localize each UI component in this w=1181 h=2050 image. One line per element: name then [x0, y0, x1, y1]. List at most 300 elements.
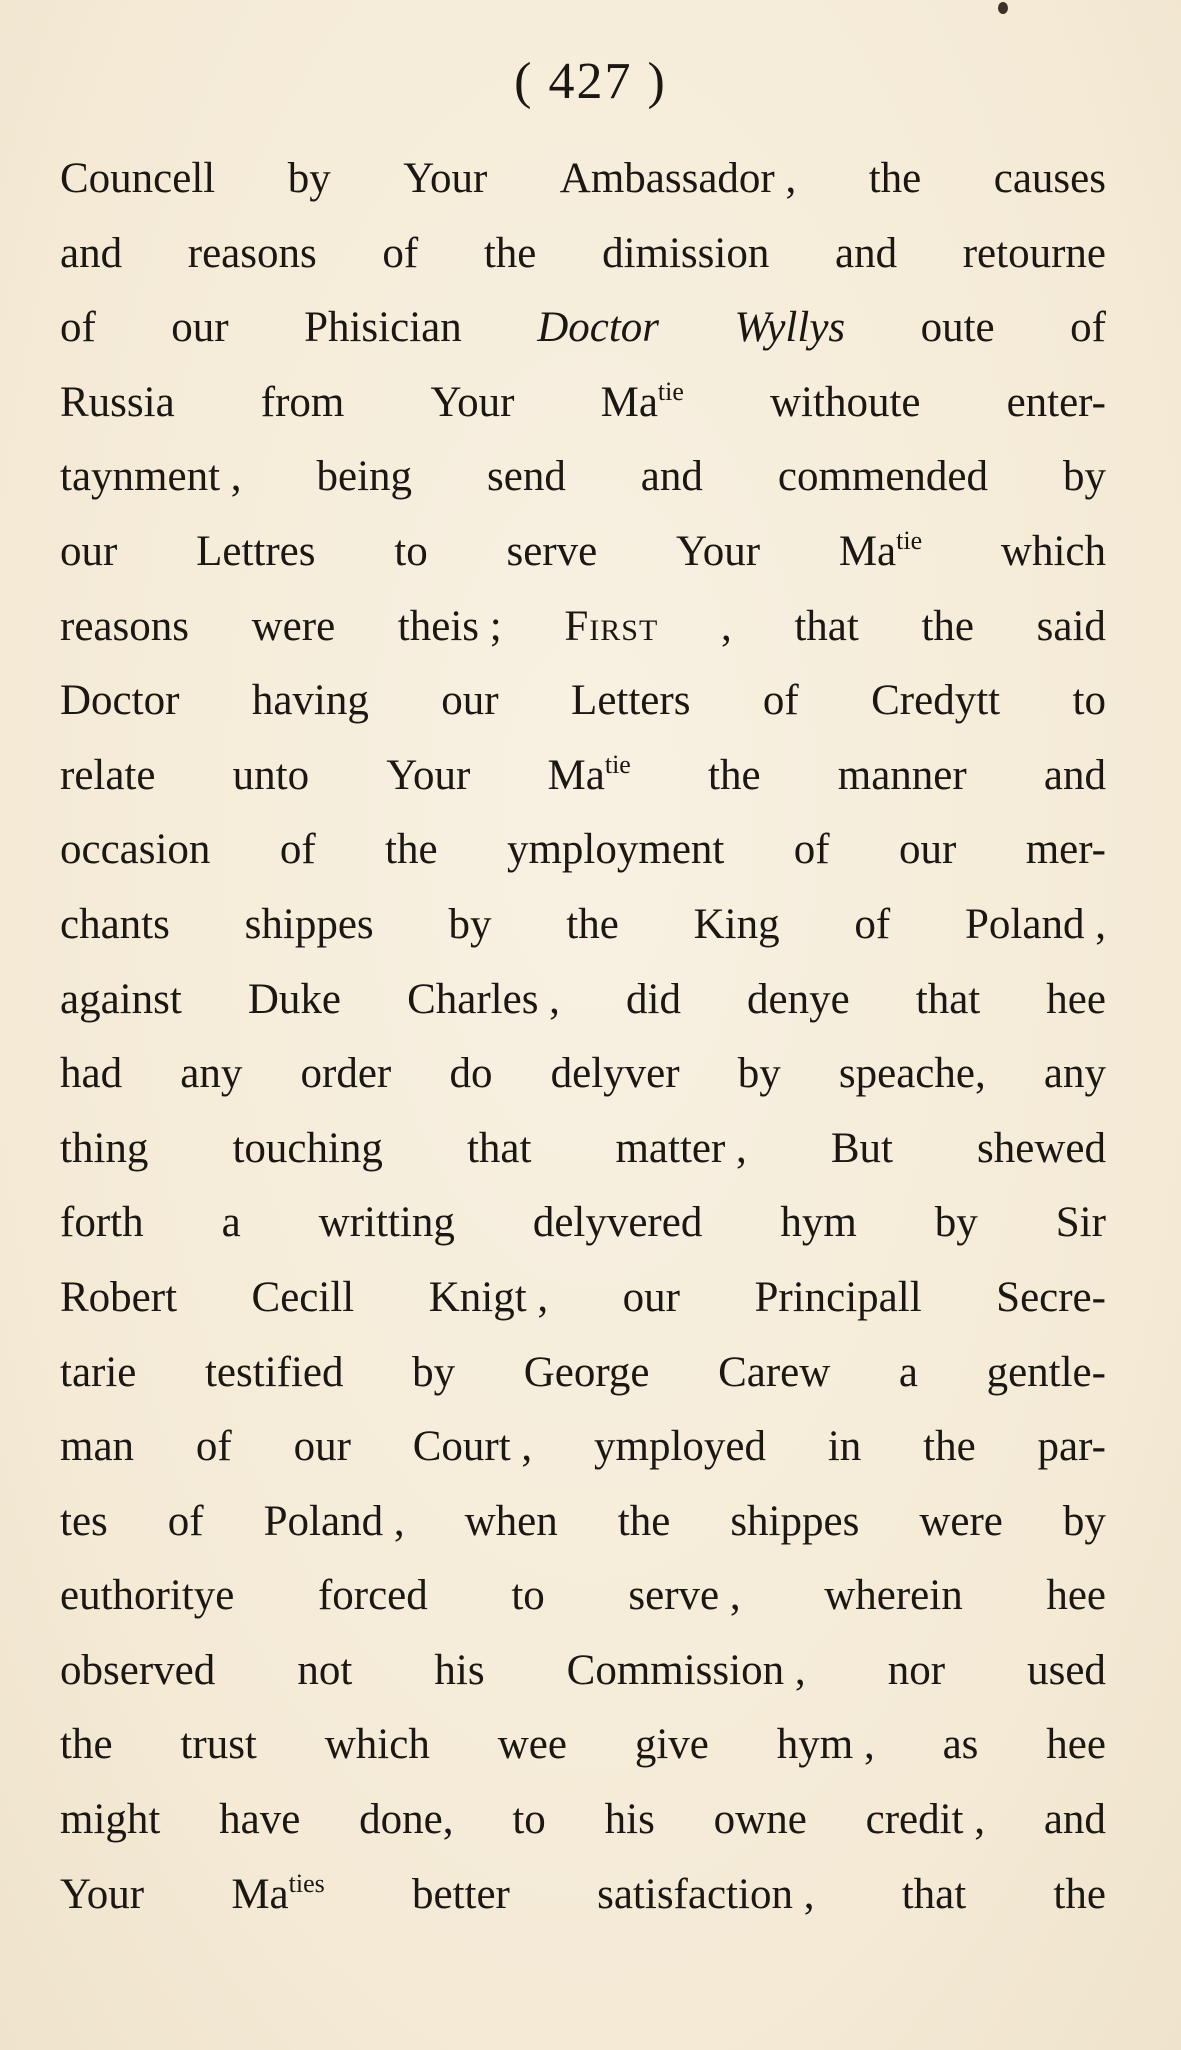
- word-text: forth: [60, 1199, 144, 1247]
- word: [398, 590, 502, 665]
- word-text: shippes: [730, 1497, 860, 1545]
- word-text: that: [915, 975, 981, 1023]
- word-text: taynment ,: [60, 453, 242, 501]
- word-text: Letters: [571, 677, 691, 725]
- word-text: relate: [60, 751, 156, 799]
- word-text: any: [1043, 1050, 1106, 1098]
- word-text: par-: [1037, 1423, 1106, 1471]
- word: [222, 1186, 241, 1261]
- word: [465, 1485, 558, 1560]
- word: [60, 515, 117, 590]
- word: [219, 1783, 300, 1858]
- word: [1053, 1858, 1106, 1933]
- word-text: the: [385, 826, 438, 874]
- word: [60, 1783, 160, 1858]
- text-line: [60, 664, 1106, 739]
- word-text: the: [923, 1423, 976, 1471]
- word-text: touching: [232, 1124, 383, 1172]
- word-text: which: [324, 1721, 430, 1769]
- word: [1001, 515, 1106, 590]
- word-text: send: [487, 453, 566, 501]
- word: [921, 590, 974, 665]
- word: [430, 366, 514, 441]
- word: [394, 515, 427, 590]
- word-text: retourne: [962, 229, 1106, 277]
- word-text: being: [316, 453, 413, 501]
- word: [694, 888, 780, 963]
- text-line: [60, 515, 1106, 590]
- text-line: [60, 366, 1106, 441]
- word-text: But: [830, 1124, 893, 1172]
- word-text: occasion: [60, 826, 211, 874]
- word-text: Your: [386, 751, 471, 799]
- word-text: theis ;: [397, 602, 502, 650]
- word-text: have: [219, 1796, 301, 1844]
- word: [318, 1559, 428, 1634]
- word-text: the: [708, 751, 761, 799]
- word-text: our: [441, 677, 499, 725]
- word-text: Poland ,: [965, 900, 1106, 948]
- word-text: and: [640, 453, 703, 501]
- word: [738, 1037, 781, 1112]
- word: [618, 1485, 671, 1560]
- word: [412, 1858, 510, 1933]
- word: [1046, 1708, 1106, 1783]
- word-text: nor: [887, 1646, 946, 1694]
- word: [623, 1261, 680, 1336]
- word: [429, 1261, 548, 1336]
- word: [412, 1336, 455, 1411]
- word-text: that: [901, 1870, 967, 1918]
- text-line: [60, 590, 1106, 665]
- word: [60, 1186, 144, 1261]
- word: [770, 366, 920, 441]
- word-text: King: [693, 900, 780, 948]
- word: [635, 1708, 709, 1783]
- word-text: our: [171, 304, 229, 352]
- word-text: mer-: [1025, 826, 1106, 874]
- word-text: Your: [430, 378, 515, 426]
- word-text: of: [1070, 304, 1106, 352]
- word-text: Secre-: [996, 1273, 1106, 1321]
- word-text: tes: [60, 1497, 108, 1545]
- word-text: Ma: [838, 527, 897, 575]
- word: [794, 590, 858, 665]
- word: [935, 1186, 978, 1261]
- word: [831, 1112, 893, 1187]
- word-text: Your: [675, 527, 761, 575]
- word: [1063, 1485, 1106, 1560]
- text-line: [60, 1261, 1106, 1336]
- word-text: oute: [920, 304, 995, 352]
- word: [601, 366, 684, 441]
- word-text: and: [1043, 1796, 1106, 1844]
- word: [60, 1559, 234, 1634]
- word: [734, 291, 845, 366]
- word: [994, 142, 1106, 217]
- word: [60, 1485, 108, 1560]
- word: [605, 1783, 655, 1858]
- word-text: Ambassador ,: [559, 155, 797, 202]
- word-text: manner: [837, 751, 967, 799]
- word-text: hee: [1046, 1721, 1106, 1769]
- word-text: credit ,: [865, 1796, 985, 1844]
- word: [551, 1037, 680, 1112]
- word: [1070, 291, 1106, 366]
- word-text: Duke: [247, 975, 342, 1023]
- word-text: were: [919, 1497, 1003, 1545]
- word: [386, 739, 470, 814]
- word: [533, 1186, 703, 1261]
- word-text: our: [60, 527, 118, 575]
- word-text: Your: [403, 155, 488, 202]
- word: [1044, 739, 1106, 814]
- word-text: when: [464, 1497, 558, 1545]
- word-text: were: [251, 602, 336, 650]
- word-text: by: [737, 1050, 781, 1098]
- word-text: our: [293, 1423, 351, 1471]
- word-text: Councell: [60, 155, 216, 202]
- word-text: writting: [318, 1199, 455, 1247]
- word: [1046, 1559, 1106, 1634]
- word: [721, 590, 732, 665]
- word: [996, 1261, 1106, 1336]
- word: [899, 813, 956, 888]
- word: [1027, 1634, 1106, 1709]
- word-text: of: [279, 826, 316, 874]
- word: [943, 1708, 979, 1783]
- word-text: reasons: [60, 602, 189, 650]
- word: [316, 440, 412, 515]
- word: [487, 440, 566, 515]
- word-text: had: [60, 1050, 123, 1098]
- text-line: [60, 1858, 1106, 1933]
- word: [763, 664, 799, 739]
- word-text: the: [1053, 1870, 1106, 1918]
- word: [359, 1783, 453, 1858]
- word-text: hym: [780, 1199, 857, 1247]
- word-text: by: [1062, 453, 1106, 501]
- word: [511, 1559, 544, 1634]
- word: [899, 1336, 918, 1411]
- word: [537, 291, 659, 366]
- word: [512, 1783, 545, 1858]
- word-text: serve ,: [628, 1572, 741, 1620]
- word: [594, 1410, 766, 1485]
- word-text: testified: [204, 1348, 344, 1396]
- word: [252, 590, 336, 665]
- word: [839, 1037, 986, 1112]
- word-text: and: [60, 229, 123, 277]
- word-text: Lettres: [196, 527, 316, 575]
- superscript: tie: [604, 749, 631, 779]
- word-text: euthoritye: [60, 1572, 235, 1620]
- word: [60, 142, 215, 217]
- word-text: tarie: [60, 1348, 137, 1396]
- word: [641, 440, 703, 515]
- word: [615, 1112, 746, 1187]
- word-text: in: [827, 1423, 862, 1471]
- word: [60, 813, 210, 888]
- word-text: as: [942, 1721, 979, 1769]
- word-text: ymployment: [506, 826, 725, 874]
- word-text: unto: [232, 751, 310, 799]
- word: [319, 1186, 455, 1261]
- text-line: [60, 813, 1106, 888]
- word: [1073, 664, 1106, 739]
- word: [676, 515, 760, 590]
- word: [1044, 1783, 1106, 1858]
- superscript: tie: [896, 525, 923, 555]
- word: [264, 1485, 405, 1560]
- text-line: [60, 739, 1106, 814]
- word: [288, 142, 331, 217]
- word: [1026, 813, 1106, 888]
- word: [60, 1112, 148, 1187]
- word: [403, 142, 487, 217]
- word-text: by: [287, 155, 331, 202]
- word-text: gentle-: [986, 1348, 1106, 1396]
- word: [304, 291, 462, 366]
- word-text: the: [566, 900, 619, 948]
- word-text: Cecill: [251, 1273, 355, 1321]
- word: [854, 888, 890, 963]
- word: [963, 217, 1106, 292]
- word-text: of: [60, 304, 96, 352]
- word: [60, 888, 170, 963]
- word-text: the: [60, 1721, 113, 1769]
- word-text: withoute: [770, 378, 921, 426]
- page-number: ( 427 ): [514, 53, 667, 110]
- word-text: of: [382, 229, 419, 277]
- word: [794, 813, 830, 888]
- text-line: [60, 1708, 1106, 1783]
- word-text: ymployed: [594, 1423, 767, 1471]
- word: [919, 1485, 1003, 1560]
- word-text: shewed: [977, 1124, 1106, 1172]
- word: [628, 1559, 740, 1634]
- word-text: not: [297, 1646, 353, 1694]
- word: [921, 291, 995, 366]
- word-text: Principall: [754, 1273, 922, 1321]
- word-text: might: [60, 1796, 161, 1844]
- word: [252, 1261, 355, 1336]
- word-text: shippes: [244, 900, 374, 948]
- word: [839, 515, 922, 590]
- word-text: denye: [747, 975, 850, 1023]
- word-text: matter ,: [615, 1124, 747, 1172]
- word: [434, 1634, 484, 1709]
- word: [888, 1634, 945, 1709]
- word-text: from: [260, 378, 345, 426]
- word: [245, 888, 374, 963]
- word: [325, 1708, 430, 1783]
- word-text: to: [394, 527, 428, 575]
- word-text: the: [868, 155, 922, 202]
- word: [498, 1708, 567, 1783]
- word: [548, 739, 631, 814]
- word-text: of: [854, 900, 891, 948]
- word-text: order: [300, 1050, 392, 1098]
- word-text: Russia: [60, 378, 175, 426]
- word-text: our: [898, 826, 957, 874]
- word-text: enter-: [1006, 378, 1106, 426]
- word-text: wee: [497, 1721, 567, 1769]
- superscript: tie: [657, 376, 684, 406]
- word-text: of: [793, 826, 830, 874]
- word: [566, 888, 619, 963]
- word: [385, 813, 438, 888]
- word-text: of: [167, 1497, 204, 1545]
- word-text: against: [60, 975, 182, 1023]
- word: [280, 813, 316, 888]
- word: [977, 1112, 1106, 1187]
- word-text: do: [449, 1050, 493, 1098]
- word-text: commended: [777, 453, 989, 501]
- word: [297, 1634, 352, 1709]
- text-line: [60, 291, 1106, 366]
- word-text: which: [1000, 527, 1106, 575]
- word-text: ,: [720, 602, 732, 650]
- text-line: [60, 1559, 1106, 1634]
- word: [252, 664, 369, 739]
- word-text: his: [604, 1796, 655, 1844]
- word: [1063, 440, 1106, 515]
- word: [730, 1485, 859, 1560]
- word-text: causes: [993, 155, 1106, 202]
- text-line: [60, 440, 1106, 515]
- word: [205, 1336, 344, 1411]
- word: [869, 142, 922, 217]
- word: [571, 664, 690, 739]
- word-text: to: [511, 1572, 545, 1620]
- word: [60, 1858, 144, 1933]
- word: [923, 1410, 976, 1485]
- word-text: by: [412, 1348, 456, 1396]
- word: [987, 1336, 1106, 1411]
- word-text: trust: [180, 1721, 257, 1769]
- word-text: a: [898, 1348, 918, 1396]
- word-text: by: [448, 900, 492, 948]
- word-text: Knigt ,: [428, 1273, 549, 1321]
- word: [171, 291, 228, 366]
- word-text: Robert: [60, 1273, 178, 1321]
- word-text: Commission ,: [566, 1646, 806, 1694]
- word: [60, 664, 179, 739]
- word: [60, 1336, 136, 1411]
- text-line: [60, 142, 1106, 217]
- word-text: wherein: [824, 1572, 963, 1620]
- word-text: serve: [506, 527, 598, 575]
- word-text: of: [762, 677, 799, 725]
- word-text: better: [411, 1870, 510, 1918]
- word-text: satisfaction ,: [597, 1870, 815, 1918]
- word: [60, 1037, 122, 1112]
- word: [902, 1858, 966, 1933]
- word-text: Doctor: [537, 304, 660, 352]
- word-text: and: [834, 229, 898, 277]
- word: [1037, 590, 1106, 665]
- word: [294, 1410, 351, 1485]
- word: [916, 963, 980, 1038]
- word-text: give: [634, 1721, 709, 1769]
- word: [60, 963, 182, 1038]
- word: [196, 515, 315, 590]
- word-text: Court ,: [412, 1423, 533, 1471]
- word: [835, 217, 897, 292]
- word-text: a: [221, 1199, 241, 1247]
- word-text: did: [626, 975, 681, 1023]
- word-text: by: [934, 1199, 978, 1247]
- word: [1056, 1186, 1106, 1261]
- word: [180, 1037, 242, 1112]
- word-text: delyver: [550, 1050, 680, 1098]
- word-text: owne: [713, 1796, 807, 1844]
- word: [407, 963, 560, 1038]
- word-text: hee: [1046, 975, 1106, 1023]
- word: [180, 1708, 256, 1783]
- superscript: ties: [288, 1868, 325, 1898]
- word: [60, 291, 96, 366]
- word-text: having: [251, 677, 369, 725]
- word: [301, 1037, 392, 1112]
- word: [564, 590, 658, 665]
- word: [626, 963, 681, 1038]
- word-text: the: [921, 602, 974, 650]
- word: [747, 963, 850, 1038]
- word: [524, 1336, 650, 1411]
- word: [382, 217, 418, 292]
- word: [1046, 963, 1106, 1038]
- word: [507, 813, 724, 888]
- word-text: and: [1043, 751, 1106, 799]
- word: [871, 664, 1000, 739]
- word: [602, 217, 769, 292]
- word: [60, 739, 155, 814]
- text-line: [60, 217, 1106, 292]
- word: [60, 217, 122, 292]
- word-text: delyvered: [532, 1199, 703, 1247]
- word-text: thing: [60, 1124, 149, 1172]
- word: [232, 1112, 382, 1187]
- word: [780, 1186, 856, 1261]
- word-text: hym ,: [776, 1721, 875, 1769]
- word: [866, 1783, 985, 1858]
- word-text: dimission: [602, 229, 770, 277]
- word: [1044, 1037, 1106, 1112]
- word: [233, 739, 309, 814]
- text-line: [60, 888, 1106, 963]
- word: [1007, 366, 1106, 441]
- word-text: Ma: [600, 378, 658, 426]
- word-text: George: [523, 1348, 650, 1396]
- word: [449, 1037, 492, 1112]
- word-text: forced: [317, 1572, 428, 1620]
- word: [567, 1634, 806, 1709]
- word: [196, 1410, 232, 1485]
- word: [718, 1336, 830, 1411]
- word: [413, 1410, 532, 1485]
- word: [261, 366, 345, 441]
- word: [484, 217, 537, 292]
- word-text: to: [1072, 677, 1106, 725]
- word: [60, 366, 175, 441]
- word-text: speache,: [838, 1050, 986, 1098]
- word-text: used: [1027, 1646, 1106, 1694]
- body-text: [60, 142, 1106, 1932]
- word-text: that: [466, 1124, 532, 1172]
- word: [506, 515, 597, 590]
